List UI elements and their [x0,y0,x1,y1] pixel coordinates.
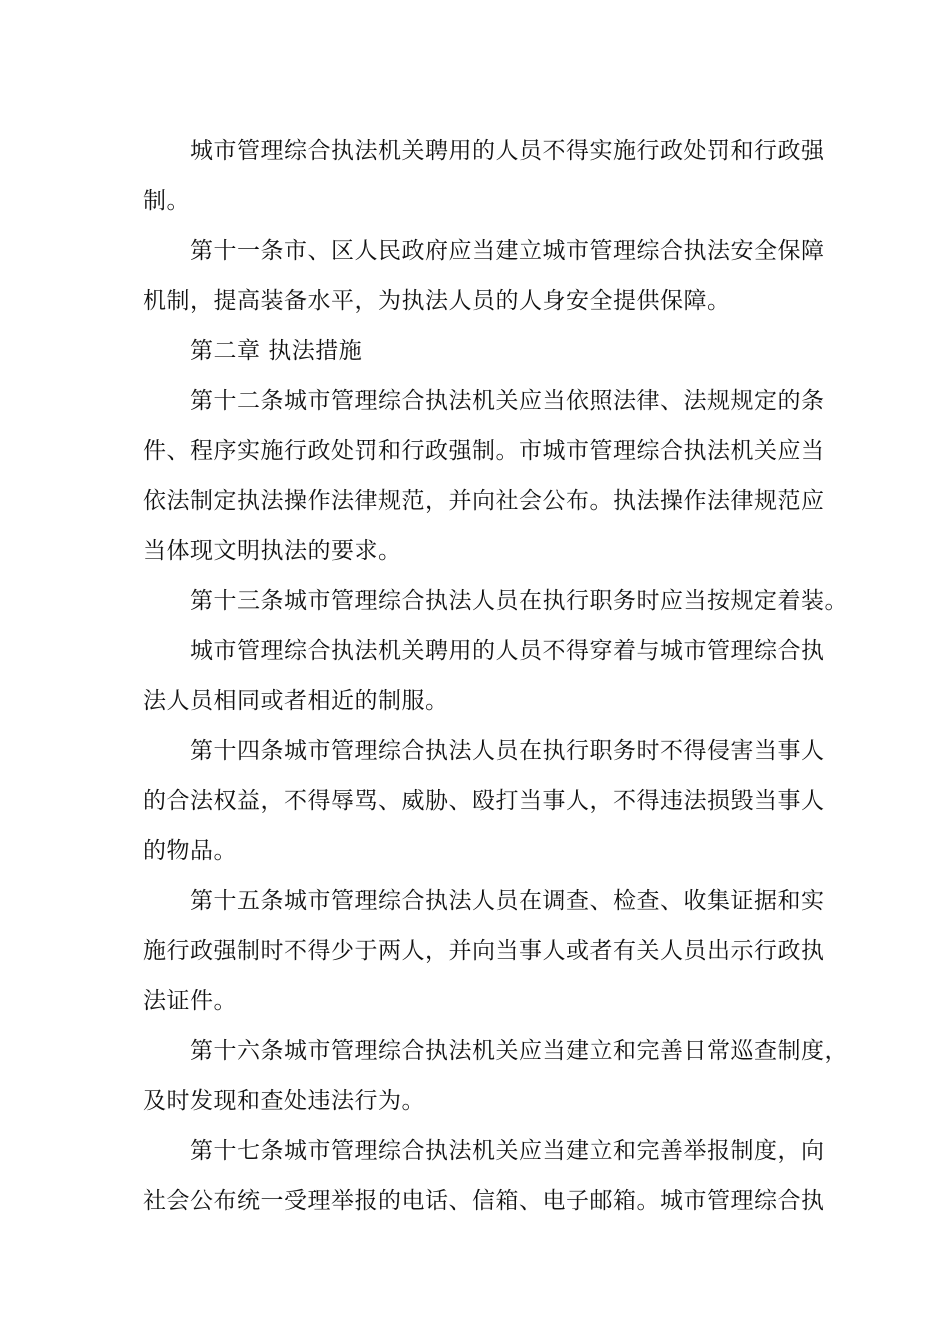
paragraph-line: 社会公布统一受理举报的电话、信箱、电子邮箱。城市管理综合执 [143,1188,825,1214]
paragraph-line: 件、程序实施行政处罚和行政强制。市城市管理综合执法机关应当 [143,438,825,464]
paragraph-line: 第十一条市、区人民政府应当建立城市管理综合执法安全保障 [190,238,825,264]
paragraph-line: 的物品。 [143,838,237,864]
paragraph-line: 施行政强制时不得少于两人，并向当事人或者有关人员出示行政执 [143,938,825,964]
paragraph-line: 第十六条城市管理综合执法机关应当建立和完善日常巡查制度， [190,1038,848,1064]
chapter-heading: 第二章 执法措施 [190,338,363,364]
paragraph-line: 机制，提高装备水平，为执法人员的人身安全提供保障。 [143,288,731,314]
paragraph-line: 法证件。 [143,988,237,1014]
paragraph-line: 城市管理综合执法机关聘用的人员不得实施行政处罚和行政强 [190,138,825,164]
paragraph-line: 法人员相同或者相近的制服。 [143,688,449,714]
paragraph-line: 第十七条城市管理综合执法机关应当建立和完善举报制度，向 [190,1138,825,1164]
paragraph-line: 城市管理综合执法机关聘用的人员不得穿着与城市管理综合执 [190,638,825,664]
paragraph-line: 及时发现和查处违法行为。 [143,1088,425,1114]
paragraph-line: 第十三条城市管理综合执法人员在执行职务时应当按规定着装。 [190,588,848,614]
paragraph-line: 当体现文明执法的要求。 [143,538,402,564]
paragraph-line: 第十二条城市管理综合执法机关应当依照法律、法规规定的条 [190,388,825,414]
paragraph-line: 的合法权益，不得辱骂、威胁、殴打当事人，不得违法损毁当事人 [143,788,825,814]
paragraph-line: 第十五条城市管理综合执法人员在调查、检查、收集证据和实 [190,888,825,914]
paragraph-line: 第十四条城市管理综合执法人员在执行职务时不得侵害当事人 [190,738,825,764]
paragraph-line: 制。 [143,188,190,214]
paragraph-line: 依法制定执法操作法律规范，并向社会公布。执法操作法律规范应 [143,488,825,514]
